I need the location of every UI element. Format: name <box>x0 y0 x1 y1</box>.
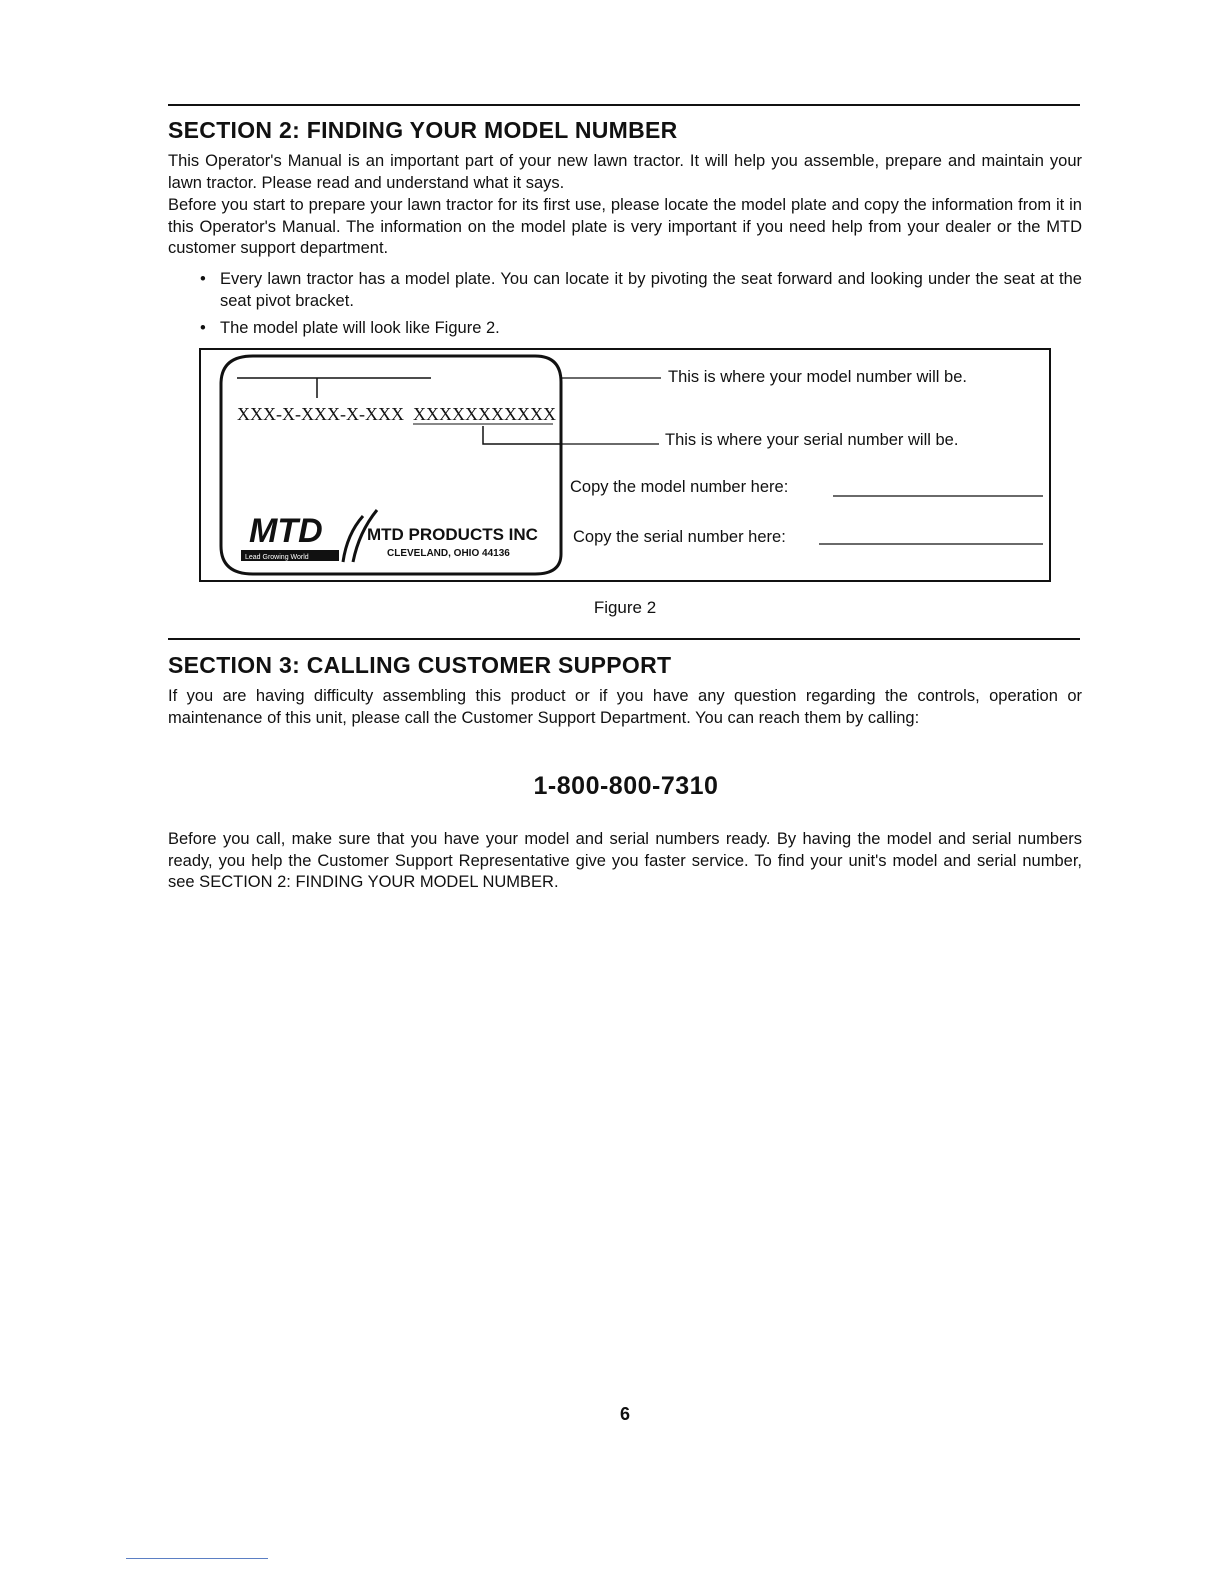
section2-title: SECTION 2: FINDING YOUR MODEL NUMBER <box>168 117 678 143</box>
copy-serial-number-label: Copy the serial number here: <box>573 528 786 546</box>
section2-bullet-list <box>198 269 1082 346</box>
serial-number-callout: This is where your serial number will be. <box>665 431 959 449</box>
company-name: MTD PRODUCTS INC <box>367 525 538 544</box>
section3-title: SECTION 3: CALLING CUSTOMER SUPPORT <box>168 652 672 678</box>
page-number: 6 <box>619 1404 630 1424</box>
model-number-placeholder: XXX-X-XXX-X-XXX <box>237 404 404 424</box>
bullet-item-plate-appearance: • The model plate will look like Figure 2. <box>198 318 1082 340</box>
serial-number-placeholder: XXXXXXXXXXX <box>413 404 556 424</box>
model-number-callout: This is where your model number will be. <box>668 368 967 386</box>
section3-top-rule <box>168 638 1080 640</box>
model-number-bracket <box>237 378 431 398</box>
serial-number-bracket <box>483 426 561 444</box>
copy-model-number-label: Copy the model number here: <box>570 478 789 496</box>
mtd-logo-tagline: Lead Growing World <box>245 554 309 561</box>
footer-rule <box>126 1558 268 1559</box>
section2-top-rule <box>168 104 1080 106</box>
section2-intro-paragraph: This Operator's Manual is an important part of your new lawn tractor. It will help you assemble, prepare and maintain your lawn tractor. Please read and understand what it says. <box>168 152 1082 192</box>
section3-before-calling-paragraph: Before you call, make sure that you have your model and serial numbers ready. By having the model and serial numbers ready, you help the Customer Support Representative give you faster service. To find your unit's model and serial number, see SECTION 2: FINDING YOUR MODEL NUMBER. <box>168 830 1082 891</box>
figure-2-model-plate <box>199 348 1051 582</box>
figure-caption: Figure 2 <box>593 598 657 617</box>
bullet-item-locate-plate: • Every lawn tractor has a model plate. You can locate it by pivoting the seat forward and looking under the seat at the seat pivot bracket. <box>198 269 1082 312</box>
section2-instructions-paragraph: Before you start to prepare your lawn tractor for its first use, please locate the model plate and copy the information from it in this Operator's Manual. The information on the model plate is very important if you need help from your dealer or the MTD customer support department. <box>168 196 1082 257</box>
support-phone-number: 1-800-800-7310 <box>533 772 719 800</box>
section3-intro-paragraph: If you are having difficulty assembling this product or if you have any question regarding the controls, operation or maintenance of this unit, please call the Customer Support Department. You can reach them by calling: <box>168 687 1082 727</box>
company-address: CLEVELAND, OHIO 44136 <box>387 548 510 559</box>
mtd-logo: MTD <box>249 512 323 550</box>
